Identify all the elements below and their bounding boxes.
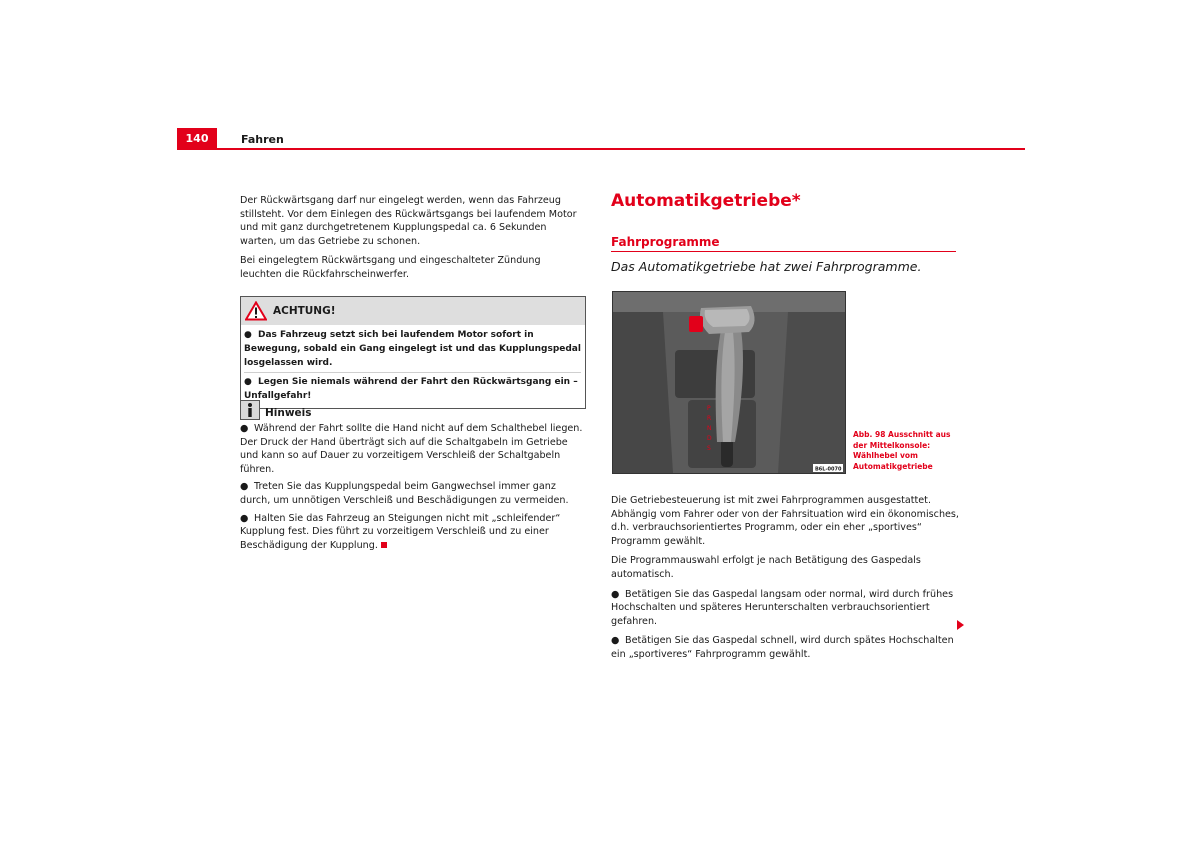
paragraph-reverse-gear: Der Rückwärtsgang darf nur eingelegt werden, wenn das Fahrzeug stillsteht. Vor dem Einlegen des Rückwärtsgangs bei laufendem Motor und mit ganz durchgetretenem Kupplungspedal ca. 6 Sekunden warten, um das Getriebe zu schonen. <box>240 195 577 247</box>
lead-text: Das Automatikgetriebe hat zwei Fahrprogramme. <box>611 259 922 274</box>
subheading-rule <box>611 251 956 252</box>
gear-selector-figure <box>612 291 846 474</box>
bullet-item: ● Betätigen Sie das Gaspedal schnell, wird durch spätes Hochschalten ein „sportiveres“ Fahrprogramm gewählt. <box>611 635 954 660</box>
warning-triangle-icon <box>245 301 267 321</box>
gear-selector-illustration <box>613 292 845 473</box>
note-item: ● Treten Sie das Kupplungspedal beim Gangwechsel immer ganz durch, um unnötigen Verschleiß und Beschädigungen zu vermeiden. <box>240 481 569 506</box>
left-column <box>240 194 585 288</box>
svg-text:P: P <box>707 405 711 412</box>
note-title: Hinweis <box>265 407 312 419</box>
svg-text:D: D <box>707 435 712 442</box>
right-column <box>611 494 961 668</box>
warning-item: ● Legen Sie niemals während der Fahrt den Rückwärtsgang ein – Unfallgefahr! <box>244 372 581 403</box>
section-title: Fahren <box>241 133 284 146</box>
end-marker <box>381 542 387 548</box>
subheading: Fahrprogramme <box>611 235 720 249</box>
warning-box <box>240 296 586 409</box>
next-page-arrow-icon <box>957 620 964 630</box>
bullet-item: ● Betätigen Sie das Gaspedal langsam oder normal, wird durch frühes Hochschalten und späteres Herunterschalten verbrauchsorientiert gefahren. <box>611 588 954 627</box>
warning-title: ACHTUNG! <box>273 305 336 317</box>
warning-header <box>241 297 585 325</box>
warning-item: ● Das Fahrzeug setzt sich bei laufendem Motor sofort in Bewegung, sobald ein Gang eingelegt ist und das Kupplungspedal losgelassen wird. <box>244 330 581 368</box>
svg-text:N: N <box>707 425 712 432</box>
note-header <box>240 398 585 420</box>
note-item: ● Halten Sie das Fahrzeug an Steigungen nicht mit „schleifender“ Kupplung fest. Dies führt zu vorzeitigem Verschleiß und zu einer Beschädigung der Kupplung. <box>240 512 561 551</box>
paragraph-selection: Die Programmauswahl erfolgt je nach Betätigung des Gaspedals automatisch. <box>611 555 921 580</box>
paragraph-programs: Die Getriebesteuerung ist mit zwei Fahrprogrammen ausgestattet. Abhängig vom Fahrer oder von der Fahrsituation wird ein ökonomisches, d.h. verbrauchsorientiertes Programm, oder ein eher „sportives“ Programm gewählt. <box>611 495 959 547</box>
info-icon <box>240 400 260 420</box>
note-item: ● Während der Fahrt sollte die Hand nicht auf dem Schalthebel liegen. Der Druck der Hand überträgt sich auf die Schaltgabeln im Getriebe und kann so auf Dauer zu vorzeitigem Verschleiß der Schaltgabeln führen. <box>240 423 583 475</box>
warning-body <box>241 325 585 408</box>
paragraph-reverse-lights: Bei eingelegtem Rückwärtsgang und eingeschalteter Zündung leuchten die Rückfahrscheinwerfer. <box>240 255 541 280</box>
figure-code: B6L-0070 <box>815 466 842 473</box>
header-rule <box>177 148 1025 150</box>
svg-text:R: R <box>707 415 712 422</box>
page-number: 140 <box>177 128 217 149</box>
figure-caption: Abb. 98 Ausschnitt aus der Mittelkonsole: Wählhebel vom Automatikgetriebe <box>853 430 951 471</box>
svg-text:S: S <box>707 445 711 452</box>
note-box <box>240 398 585 556</box>
chapter-heading: Automatikgetriebe* <box>611 191 801 211</box>
